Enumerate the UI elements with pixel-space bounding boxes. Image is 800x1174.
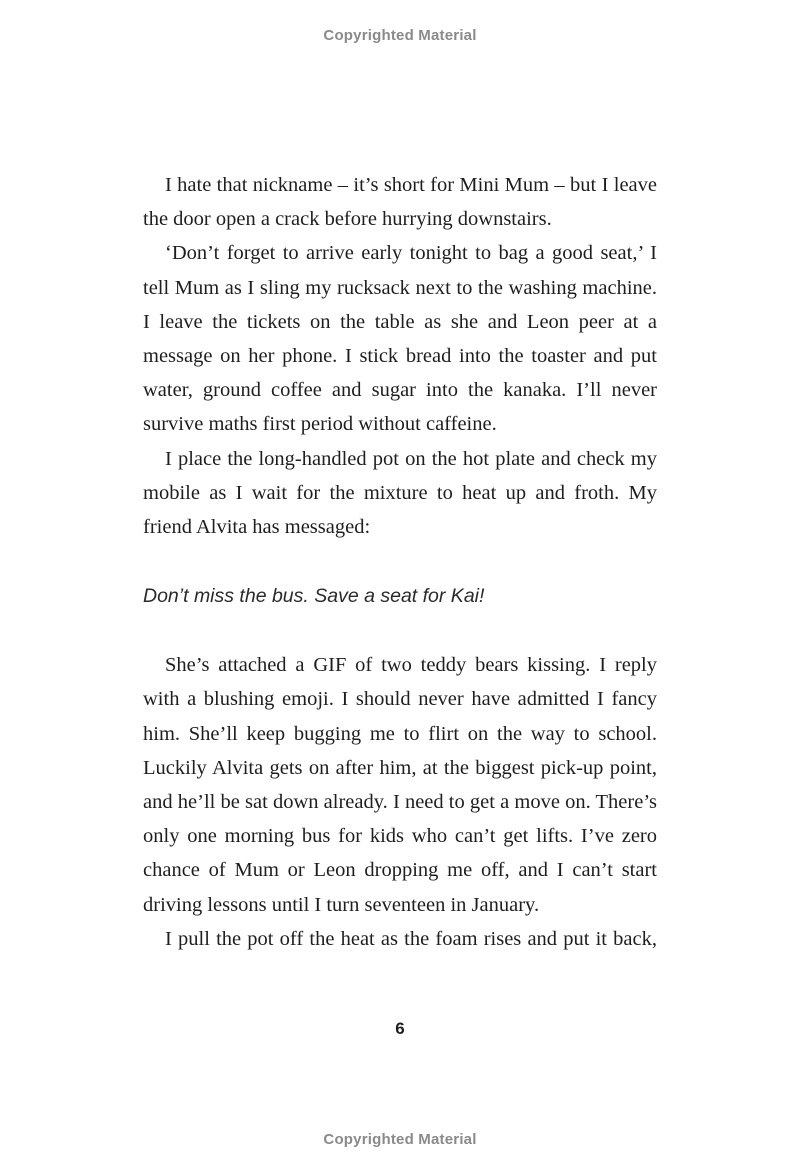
text-message: Don’t miss the bus. Save a seat for Kai! (143, 585, 485, 608)
paragraph-pot: I place the long-handled pot on the hot plate and check my mobile as I wait for the mixture to heat up and froth. My friend Alvita has messaged: (143, 447, 657, 539)
copyright-watermark-bottom: Copyrighted Material (323, 1131, 477, 1148)
paragraph-foam: I pull the pot off the heat as the foam rises and put it back, (165, 927, 657, 950)
page-number: 6 (395, 1019, 405, 1038)
copyright-watermark-top: Copyrighted Material (323, 27, 477, 44)
paragraph-gif: She’s attached a GIF of two teddy bears kissing. I reply with a blushing emoji. I should never have admitted I fancy him. She’ll keep bugging me to flirt on the way to school. Luckily Alvita gets on after him, at the biggest pick-up point, and he’ll be sat down already. I need to get a move on. There’s only one morning bus for kids who can’t get lifts. I’ve zero chance of Mum or Leon dropping me off, and I can’t start driving lessons until I turn seventeen in January. (143, 654, 657, 916)
paragraph-nickname: I hate that nickname – it’s short for Mini Mum – but I leave the door open a crack before hurrying downstairs. (143, 174, 657, 231)
paragraph-tickets: ‘Don’t forget to arrive early tonight to bag a good seat,’ I tell Mum as I sling my rucksack next to the washing machine. I leave the tickets on the table as she and Leon peer at a message on her phone. I stick bread into the toaster and put water, ground coffee and sugar into the kanaka. I’ll never survive maths first period without caffeine. (143, 242, 657, 436)
page-body (143, 168, 657, 956)
